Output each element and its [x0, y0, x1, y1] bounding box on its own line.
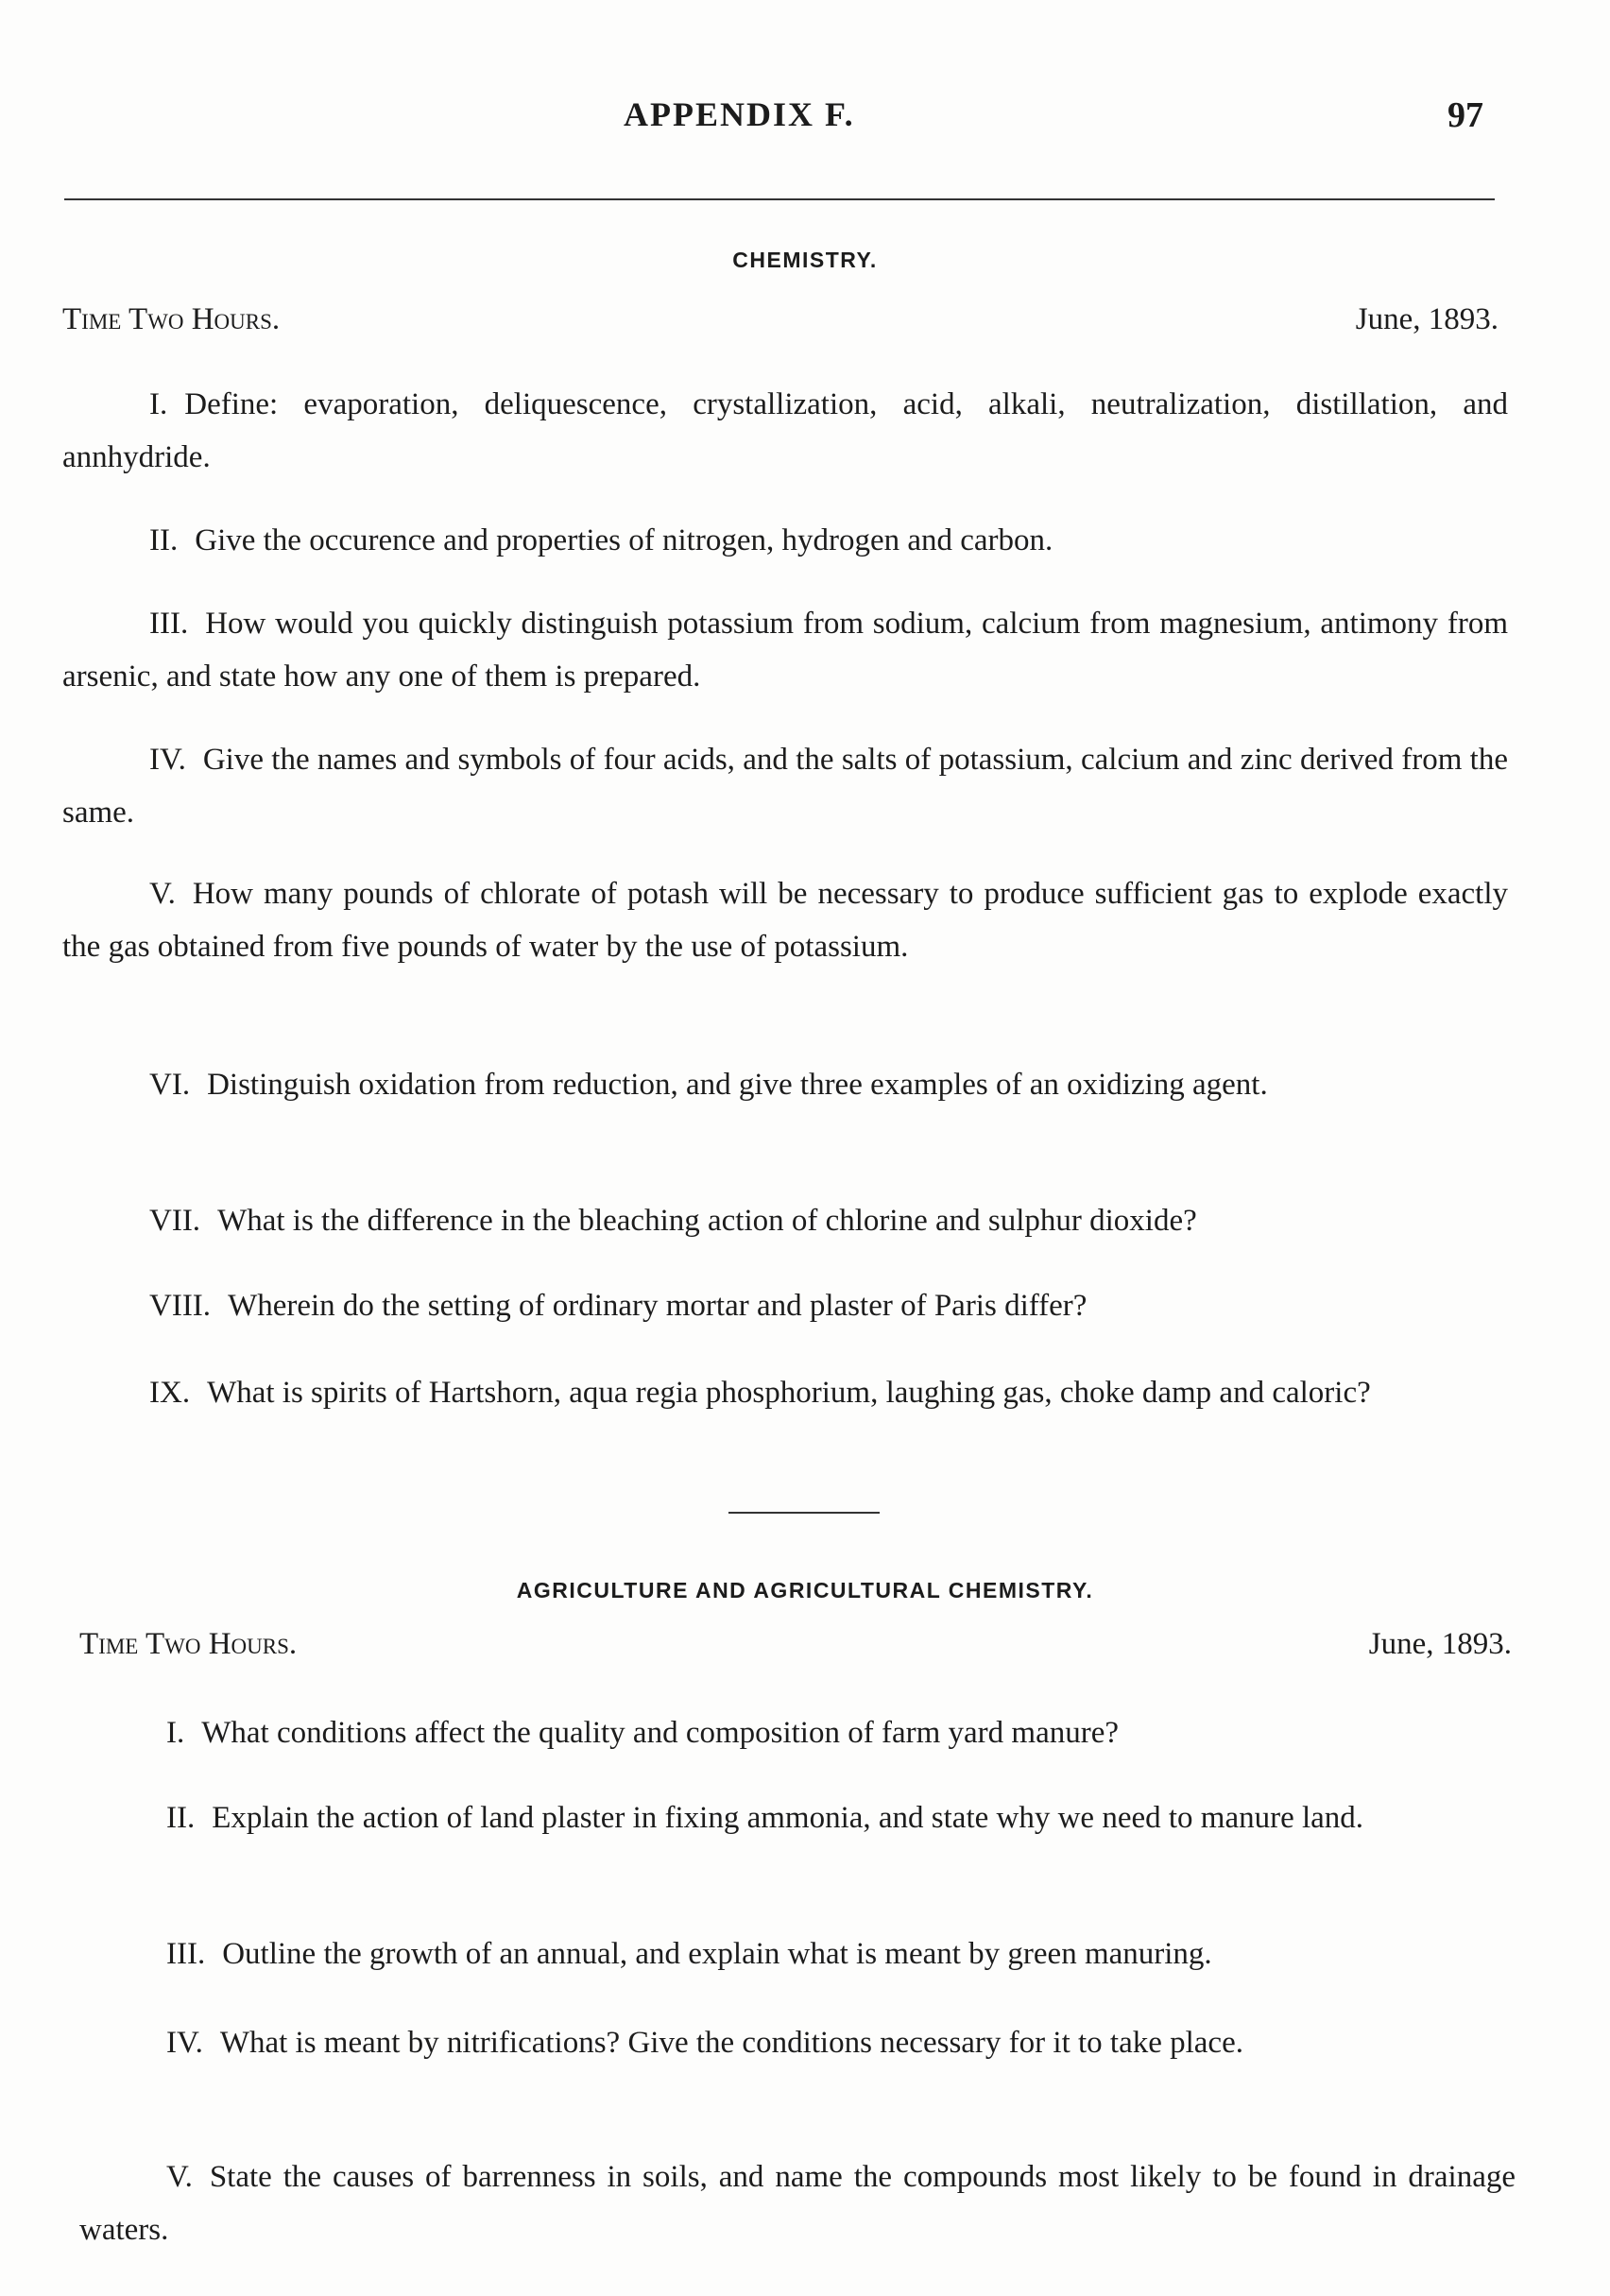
- question-item: [62, 514, 1508, 567]
- question-number: IV.: [166, 2026, 203, 2060]
- question-item: [62, 1194, 1508, 1247]
- question-number: I.: [149, 387, 168, 421]
- page-number: 97: [1447, 95, 1483, 135]
- question-text: What is spirits of Hartshorn, aqua regia phosphorium, laughing gas, choke damp and caloric?: [207, 1376, 1371, 1410]
- question-number: III.: [149, 607, 189, 641]
- question-text: Distinguish oxidation from reduction, and give three examples of an oxidizing agent.: [207, 1068, 1268, 1102]
- question-item: [62, 378, 1508, 484]
- time-allowed: Time Two Hours.: [62, 302, 281, 336]
- question-item: [62, 733, 1508, 839]
- question-number: IX.: [149, 1376, 191, 1410]
- question-item: [79, 1706, 1516, 1759]
- question-text: What is the difference in the bleaching action of chlorine and sulphur dioxide?: [217, 1204, 1197, 1238]
- question-text: Define: evaporation, deliquescence, crystallization, acid, alkali, neutralization, distillation, and annhydride.: [62, 387, 1508, 474]
- question-text: Give the occurence and properties of nitrogen, hydrogen and carbon.: [195, 523, 1053, 557]
- question-number: VIII.: [149, 1289, 212, 1323]
- question-text: State the causes of barrenness in soils, and name the compounds most likely to be found in drainage waters.: [79, 2160, 1516, 2247]
- question-number: III.: [166, 1937, 206, 1971]
- question-item: [79, 2016, 1516, 2069]
- question-number: II.: [149, 523, 179, 557]
- section-title-chemistry: CHEMISTRY.: [732, 248, 878, 272]
- question-text: How would you quickly distinguish potassium from sodium, calcium from magnesium, antimony from arsenic, and state how any one of them is prepared.: [62, 607, 1508, 694]
- question-text: What is meant by nitrifications? Give the conditions necessary for it to take place.: [219, 2026, 1243, 2060]
- exam-date: June, 1893.: [1355, 302, 1499, 336]
- question-number: VI.: [149, 1068, 191, 1102]
- running-title: APPENDIX F.: [624, 95, 855, 133]
- question-item: [79, 1791, 1516, 1844]
- question-number: IV.: [149, 743, 186, 777]
- section-divider: [728, 1512, 880, 1514]
- time-allowed: Time Two Hours.: [79, 1627, 298, 1661]
- question-item: [62, 867, 1508, 973]
- question-text: Explain the action of land plaster in fixing ammonia, and state why we need to manure land.: [212, 1801, 1364, 1835]
- question-item: [62, 1279, 1508, 1332]
- question-item: [62, 1366, 1508, 1419]
- question-text: How many pounds of chlorate of potash will be necessary to produce sufficient gas to explode exactly the gas obtained from five pounds of water by the use of potassium.: [62, 877, 1508, 964]
- running-head: [0, 94, 1610, 151]
- question-item: [62, 597, 1508, 703]
- question-item: [79, 1928, 1516, 1980]
- question-number: VII.: [149, 1204, 201, 1238]
- time-line-agriculture: [79, 1627, 1512, 1662]
- question-number: II.: [166, 1801, 196, 1835]
- exam-date: June, 1893.: [1368, 1627, 1512, 1661]
- header-rule: [64, 198, 1495, 200]
- question-text: Outline the growth of an annual, and explain what is meant by green manuring.: [222, 1937, 1212, 1971]
- question-number: V.: [166, 2160, 193, 2194]
- question-text: What conditions affect the quality and composition of farm yard manure?: [201, 1716, 1119, 1750]
- question-number: I.: [166, 1716, 185, 1750]
- question-text: Give the names and symbols of four acids, and the salts of potassium, calcium and zinc derived from the same.: [62, 743, 1508, 830]
- section-title-agriculture: AGRICULTURE AND AGRICULTURAL CHEMISTRY.: [516, 1578, 1094, 1602]
- question-item: [62, 1058, 1508, 1111]
- time-line-chemistry: [62, 302, 1499, 337]
- question-text: Wherein do the setting of ordinary mortar and plaster of Paris differ?: [228, 1289, 1088, 1323]
- question-item: [79, 2150, 1516, 2256]
- question-number: V.: [149, 877, 176, 911]
